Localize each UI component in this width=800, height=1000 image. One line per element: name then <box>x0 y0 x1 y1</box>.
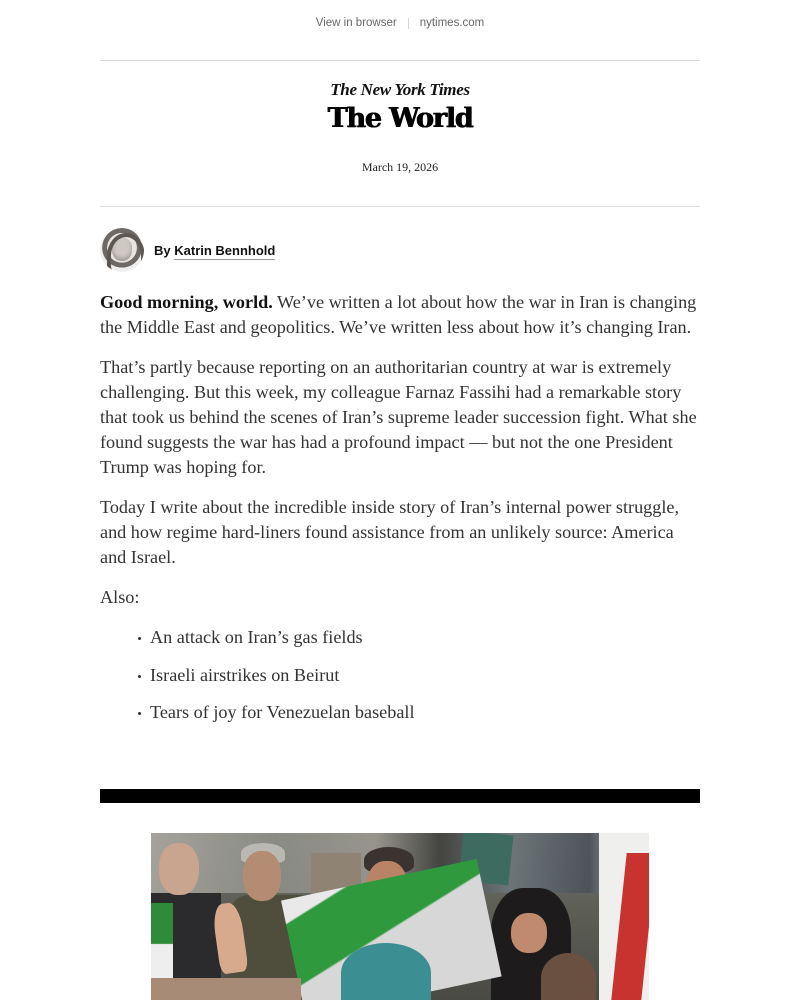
newsletter-title: The World <box>327 103 473 134</box>
lead-photo[interactable] <box>151 833 649 1000</box>
also-list-item: Tears of joy for Venezuelan baseball <box>136 700 700 725</box>
lead-text: We’ve written a lot about how the war in Iran is changing the Middle East and geopolitics. We’ve written less about how it’s changing Iran. <box>100 292 697 337</box>
masthead <box>0 78 800 134</box>
paragraph-2: That’s partly because reporting on an authoritarian country at war is extremely challenging. But this week, my colleague Farnaz Fassihi had a remarkable story that took us behind the scenes of Iran’s supreme leader succession fight. What she found suggests the war has had a profound impact — but not the one President Trump was hoping for. <box>100 357 697 477</box>
paragraph-3: Today I write about the incredible inside story of Iran’s internal power struggle, and how regime hard-liners found assistance from an unlikely source: America and Israel. <box>100 497 680 567</box>
also-list-item: An attack on Iran’s gas fields <box>136 625 700 650</box>
article-body <box>100 290 700 738</box>
view-in-browser-link[interactable]: View in browser <box>315 17 397 29</box>
section-divider-bar <box>100 789 700 803</box>
byline-prefix: By <box>154 242 171 258</box>
author-link[interactable]: Katrin Bennhold <box>174 242 276 258</box>
byline <box>100 228 275 272</box>
nyt-logo[interactable]: The New York Times <box>330 80 470 99</box>
lead-paragraph <box>100 290 700 340</box>
top-links <box>0 17 800 29</box>
also-list-item: Israeli airstrikes on Beirut <box>136 663 700 688</box>
top-divider <box>100 60 700 61</box>
issue-date: March 19, 2026 <box>361 160 439 174</box>
author-avatar-icon <box>100 228 144 272</box>
byline-text <box>154 243 275 258</box>
nytimes-link[interactable]: nytimes.com <box>419 17 485 29</box>
link-separator <box>408 18 409 29</box>
also-label: Also: <box>100 587 140 607</box>
also-list <box>100 625 700 725</box>
masthead-divider <box>100 206 700 207</box>
lead-greeting: Good morning, world. <box>100 292 273 312</box>
